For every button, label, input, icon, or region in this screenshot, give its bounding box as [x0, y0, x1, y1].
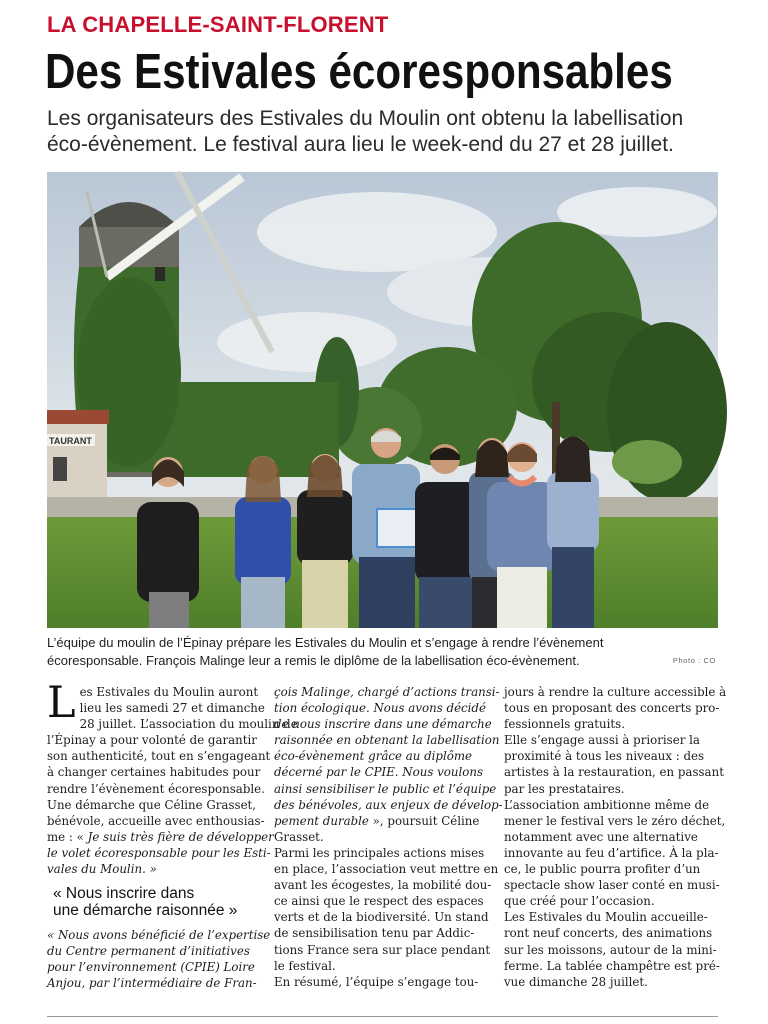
text-line: Parmi les principales actions mises	[274, 845, 485, 860]
text-line: ront neuf concerts, des animations	[504, 926, 713, 941]
text-line: fessionnels gratuits.	[504, 717, 625, 732]
text-line: 28 juillet. L’association du moulin de	[79, 717, 298, 732]
quote-line: de nous inscrire dans une démarche	[274, 717, 492, 732]
text-line: Une démarche que Céline Grasset,	[47, 797, 257, 812]
diploma	[377, 509, 419, 547]
text-line: innovante au feu d’artifice. À la pla-	[504, 845, 719, 860]
text-line: artistes à la restauration, en passant	[504, 765, 724, 780]
article-standfirst	[47, 106, 737, 158]
quote-line: du Centre permanent d’initiatives	[47, 944, 250, 959]
text-line: avant les écogestes, la mobilité dou-	[274, 878, 492, 893]
text-line: proximité à tous les niveaux : des	[504, 749, 705, 764]
subheading-line: « Nous inscrire dans	[53, 885, 195, 903]
quote-line: décerné par le CPIE. Nous voulons	[274, 765, 484, 780]
text-line: son authenticité, tout en s’engageant	[47, 749, 271, 764]
text-line: par les prestataires.	[504, 781, 625, 796]
text-line: rendre l’évènement écoresponsable.	[47, 781, 265, 796]
text-line: Elle s’engage aussi à prioriser la	[504, 733, 700, 748]
text-line: notamment avec une alternative	[504, 829, 698, 844]
text-line: ferme. La tablée champêtre est pré-	[504, 958, 720, 973]
quote-line: éco-évènement grâce au diplôme	[274, 749, 473, 764]
quote-line: çois Malinge, chargé d’actions transi-	[274, 685, 500, 699]
text-line: es Estivales du Moulin auront	[79, 685, 259, 699]
text-line: bénévole, accueille avec enthousias-	[47, 813, 265, 828]
quote-attribution: », poursuit Céline	[368, 813, 480, 828]
text-line: verts et de la biodiversité. Un stand	[274, 910, 489, 925]
standfirst-line: Les organisateurs des Estivales du Moulin ont obtenu la labellisation	[47, 107, 684, 130]
text-line: Les Estivales du Moulin accueille-	[504, 910, 708, 925]
quote-line: Anjou, par l’intermédiaire de Fran-	[47, 976, 257, 991]
quote-line: tion écologique. Nous avons décidé	[274, 701, 486, 716]
quote-text: pement durable	[274, 813, 369, 828]
article-column-2	[274, 684, 503, 990]
text-line	[47, 829, 274, 845]
text-line: que créé pour l’occasion.	[504, 894, 655, 909]
drop-cap: L	[47, 678, 76, 728]
text-line: lieu les samedi 27 et dimanche	[79, 701, 265, 716]
quote-line: ainsi sensibiliser le public et l’équipe	[274, 781, 497, 796]
caption-line: écoresponsable. François Malinge leur a remis le diplôme de la labellisation éco-évènement.	[47, 653, 580, 668]
bottom-rule	[47, 1016, 718, 1017]
quote-line: pour l’environnement (CPIE) Loire	[47, 960, 255, 975]
text-line: tous en proposant des concerts pro-	[504, 701, 720, 716]
text-line: à changer certaines habitudes pour	[47, 765, 261, 780]
article-column-3	[504, 684, 727, 990]
text-line	[274, 813, 488, 829]
text-line: ce ainsi que le respect des espaces	[274, 894, 484, 909]
standfirst-line: éco-évènement. Le festival aura lieu le week-end du 27 et 28 juillet.	[47, 133, 674, 156]
quote-text: Je suis très fière de développer	[87, 829, 274, 844]
restaurant-sign: TAURANT	[49, 436, 92, 446]
text-line: de sensibilisation tenu par Addic-	[274, 926, 475, 941]
text-line: en place, l’association veut mettre en	[274, 862, 499, 877]
quote-line: raisonnée en obtenant la labellisation	[274, 733, 500, 748]
quote-lead: me : «	[47, 829, 88, 844]
text-line: jours à rendre la culture accessible à	[504, 685, 727, 699]
restaurant-building	[47, 410, 109, 512]
photo-credit: Photo : CO	[672, 656, 716, 665]
text-line: l’Épinay a pour volonté de garantir	[47, 733, 257, 748]
text-line: ce, le public pourra profiter d’un	[504, 862, 701, 877]
article-column-1	[47, 678, 298, 992]
quote-line: vales du Moulin. »	[47, 862, 157, 877]
quote-line: « Nous avons bénéficié de l’expertise	[47, 928, 271, 943]
inline-subheading	[53, 885, 261, 919]
text-line: Grasset.	[274, 829, 324, 844]
text-line: vue dimanche 28 juillet.	[504, 974, 648, 989]
caption-line: L’équipe du moulin de l’Épinay prépare les Estivales du Moulin et s’engage à rendre l’évènement	[47, 635, 604, 650]
text-line: tions France sera sur place pendant	[274, 942, 491, 957]
text-line: En résumé, l’équipe s’engage tou-	[274, 974, 479, 989]
article-headline: Des Estivales écoresponsables	[45, 45, 673, 99]
article-photo	[47, 172, 718, 628]
text-line: L’association ambitionne même de	[504, 797, 710, 812]
subheading-line: une démarche raisonnée »	[53, 902, 238, 920]
section-kicker: LA CHAPELLE-SAINT-FLORENT	[47, 12, 389, 37]
text-line: mener le festival vers le zéro déchet,	[504, 813, 726, 828]
photo-caption	[47, 634, 718, 670]
text-line: sur les moissons, autour de la mini-	[504, 942, 717, 957]
quote-line: le volet écoresponsable pour les Esti-	[47, 845, 271, 860]
quote-line: des bénévoles, aux enjeux de dévelop-	[274, 797, 503, 812]
text-line: le festival.	[274, 958, 336, 973]
text-line: spectacle show laser conté en musi-	[504, 878, 720, 893]
